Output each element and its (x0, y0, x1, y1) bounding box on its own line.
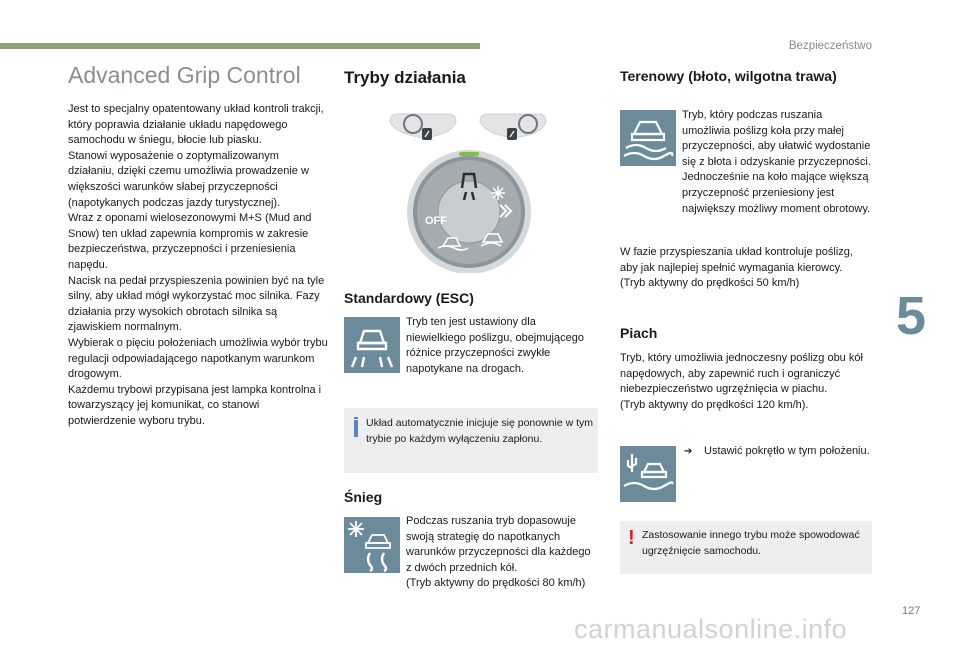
sand-mode-text (620, 351, 874, 413)
info-icon (354, 417, 358, 419)
mud-mode-speed: (Tryb aktywny do prędkości 50 km/h) (620, 277, 800, 290)
page-number: 127 (902, 605, 921, 617)
header-accent-bar (0, 43, 480, 49)
page-title: Advanced Grip Control (68, 62, 301, 88)
mud-mode-text (620, 245, 872, 292)
watermark: carmanualsonline.info (574, 614, 848, 644)
snowflake-car-icon (344, 517, 400, 573)
info-note-text: Układ automatycznie inicjuje się ponownie w tym trybie po każdym wyłączeniu zapłonu. (366, 417, 594, 445)
intro-paragraph: Stanowi wyposażenie o zoptymalizowanym działaniu, dzięki czemu umożliwia prowadzenie w większości warunków słabej przyczepności (napotykanych podczas jazdy turystycznej). (68, 149, 309, 209)
sand-car-icon (620, 446, 676, 502)
off-position-label: OFF (425, 215, 447, 227)
warning-note-text: Zastosowanie innego trybu może spowodować ugrzęźnięcie samochodu. (642, 529, 860, 557)
mud-mode-description: W fazie przyspieszania układ kontroluje poślizg, aby jak najlepiej spełnić wymagania kierowcy. (620, 246, 853, 274)
sand-mode-description: Tryb, który umożliwia jednoczesny poślizg obu kół napędowych, aby zapewnić ruch i ograniczyć niebezpieczeństwo ugrzęźnięcia w piachu. (620, 352, 863, 396)
arrow-bullet-icon: ➔ (684, 446, 693, 457)
section-name: Bezpieczeństwo (788, 40, 872, 52)
mud-car-icon (620, 110, 676, 166)
snow-mode-speed: (Tryb aktywny do prędkości 80 km/h) (406, 577, 586, 590)
mode-selector-dial (407, 150, 531, 273)
sand-mode-instruction (684, 444, 880, 460)
snow-mode-text (406, 514, 596, 592)
info-note (344, 408, 598, 473)
intro-paragraph: Wraz z oponami wielosezonowymi M+S (Mud and Snow) ten układ zapewnia kompromis w zakresie bezpieczeństwa, przyczepności i przeniesienia napędu. (68, 212, 312, 271)
mud-mode-icon-text: Tryb, który podczas ruszania umożliwia poślizg koła przy małej przyczepności, aby ułatwić wydostanie się z błota i odzyskanie przyczepności. Jednocześnie na koło mające większą przyczepność przeniesiony jest największy możliwy moment obrotowy. (682, 109, 871, 215)
snow-mode-description: Podczas ruszania tryb dopasowuje swoją strategię do napotkanych warunków przyczepności dla każdego z dwóch przednich kół. (406, 515, 591, 574)
intro-paragraph: Nacisk na pedał przyspieszenia powinien być na tyle silny, aby układ mógł wykorzystać moc silnika. Fazy działania przy wysokich obrotach silnika są zjawiskiem normalnym. (68, 274, 325, 334)
sand-mode-instruction-text: Ustawić pokrętło w tym położeniu. (704, 445, 870, 457)
car-road-icon (344, 317, 400, 373)
snow-mode-icon (344, 517, 400, 573)
esc-off-lamp-icon (480, 114, 546, 140)
intro-paragraph: Jest to specjalny opatentowany układ kontroli trakcji, który poprawia działanie układu napędowego samochodu w śniegu, błocie lub piasku. (68, 103, 324, 147)
modes-heading: Tryby działania (344, 68, 466, 87)
intro-column (68, 62, 328, 429)
warning-note (620, 521, 872, 574)
sand-mode-heading: Piach (620, 325, 658, 341)
sand-mode-icon (620, 446, 676, 502)
warning-icon: ! (628, 527, 635, 549)
standard-mode-heading: Standardowy (ESC) (344, 290, 474, 306)
chapter-number: 5 (896, 286, 927, 346)
mud-mode-heading: Terenowy (błoto, wilgotna trawa) (620, 68, 837, 84)
intro-paragraph: Wybierak o pięciu położeniach umożliwia wybór trybu regulacji odpowiadającego napotkanym warunkom drogowym. (68, 336, 328, 381)
esc-lamp-icon (390, 114, 456, 140)
intro-paragraph: Każdemu trybowi przypisana jest lampka kontrolna i towarzyszący jej komunikat, co stanowi potwierdzenie wyboru trybu. (68, 383, 322, 427)
info-icon-bar (354, 420, 358, 437)
standard-mode-text: Tryb ten jest ustawiony dla niewielkiego poślizgu, obejmującego różnice przyczepności zwykłe napotykane na drogach. (406, 316, 584, 375)
standard-mode-icon (344, 317, 400, 373)
sand-mode-speed: (Tryb aktywny do prędkości 120 km/h). (620, 398, 809, 411)
grip-control-dial-illustration (388, 108, 558, 273)
snow-mode-heading: Śnieg (344, 489, 383, 505)
mud-mode-icon (620, 110, 676, 166)
